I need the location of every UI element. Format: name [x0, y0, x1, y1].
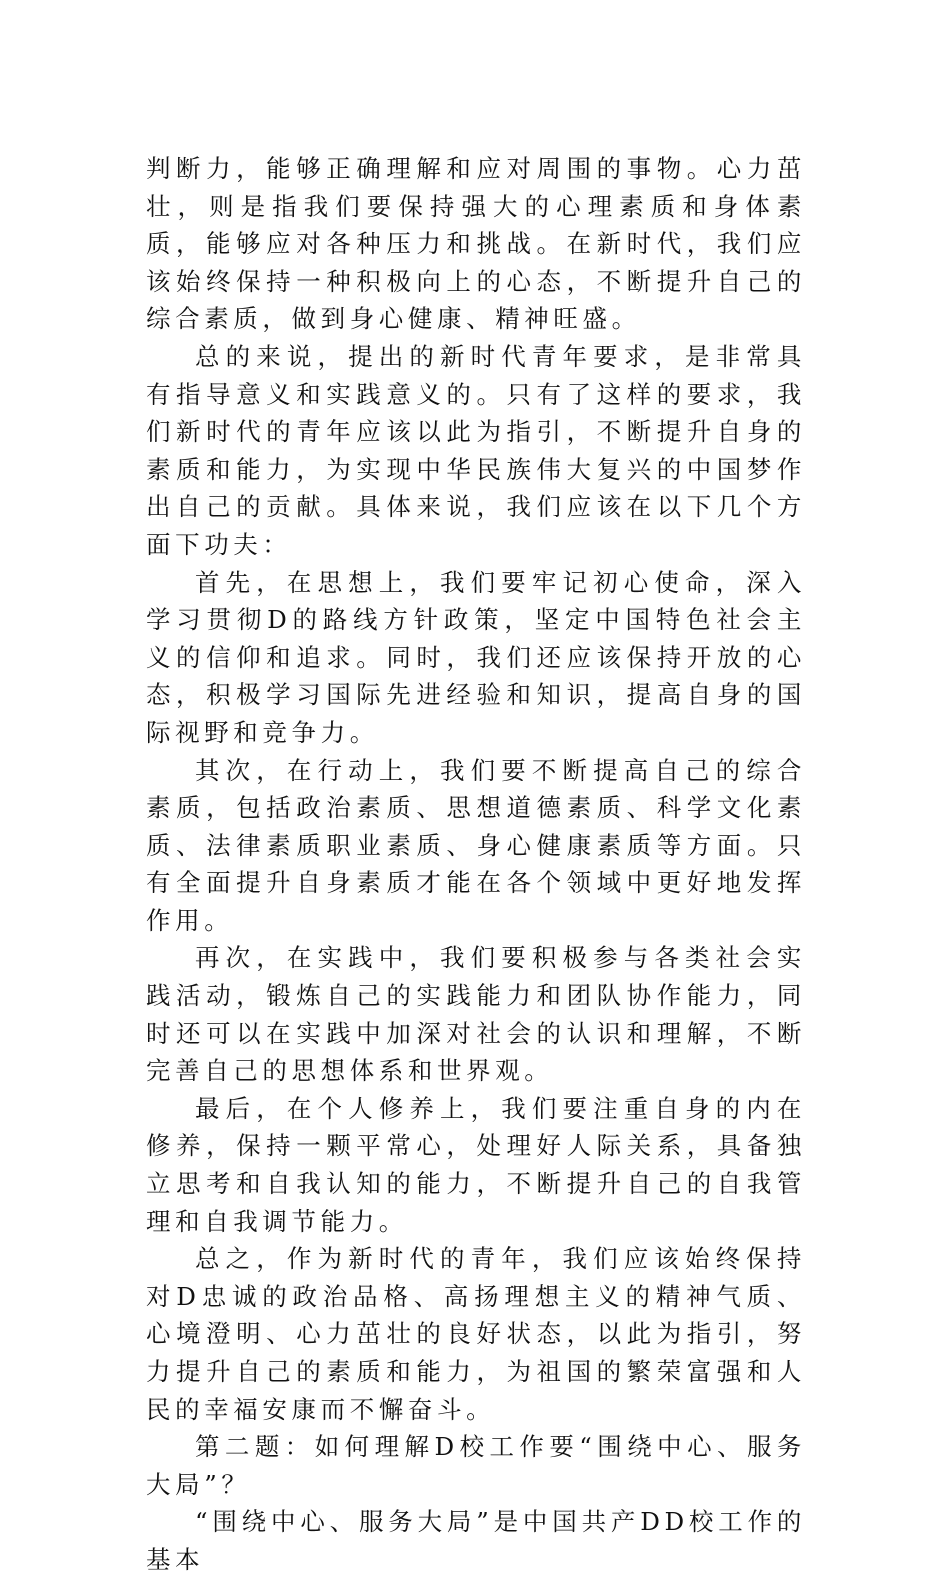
- document-page: [146, 150, 806, 1579]
- question-heading: 第二题：如何理解D校工作要“围绕中心、服务大局”？: [146, 1432, 806, 1499]
- paragraph-5: 再次，在实践中，我们要积极参与各类社会实践活动，锻炼自己的实践能力和团队协作能力，同时还可以在实践中加深对社会的认识和理解，不断完善自己的思想体系和世界观。: [146, 943, 806, 1086]
- paragraph-2: 总的来说，提出的新时代青年要求，是非常具有指导意义和实践意义的。只有了这样的要求，我们新时代的青年应该以此为指引，不断提升自身的素质和能力，为实现中华民族伟大复兴的中国梦作出自己的贡献。具体来说，我们应该在以下几个方面下功夫：: [146, 341, 806, 559]
- paragraph-9: “围绕中心、服务大局”是中国共产DD校工作的基本: [146, 1507, 806, 1574]
- paragraph-6: 最后，在个人修养上，我们要注重自身的内在修养，保持一颗平常心，处理好人际关系，具备独立思考和自我认知的能力，不断提升自己的自我管理和自我调节能力。: [146, 1093, 806, 1236]
- paragraph-7: 总之，作为新时代的青年，我们应该始终保持对D忠诚的政治品格、高扬理想主义的精神气质、心境澄明、心力茁壮的良好状态，以此为指引，努力提升自己的素质和能力，为祖国的繁荣富强和人民的幸福安康而不懈奋斗。: [146, 1244, 806, 1424]
- paragraph-4: 其次，在行动上，我们要不断提高自己的综合素质，包括政治素质、思想道德素质、科学文化素质、法律素质职业素质、身心健康素质等方面。只有全面提升自身素质才能在各个领域中更好地发挥作用。: [146, 755, 806, 935]
- paragraph-1: 判断力，能够正确理解和应对周围的事物。心力茁壮，则是指我们要保持强大的心理素质和身体素质，能够应对各种压力和挑战。在新时代，我们应该始终保持一种积极向上的心态，不断提升自己的综合素质，做到身心健康、精神旺盛。: [146, 154, 806, 334]
- paragraph-3: 首先，在思想上，我们要牢记初心使命，深入学习贯彻D的路线方针政策，坚定中国特色社会主义的信仰和追求。同时，我们还应该保持开放的心态，积极学习国际先进经验和知识，提高自身的国际视野和竞争力。: [146, 567, 806, 747]
